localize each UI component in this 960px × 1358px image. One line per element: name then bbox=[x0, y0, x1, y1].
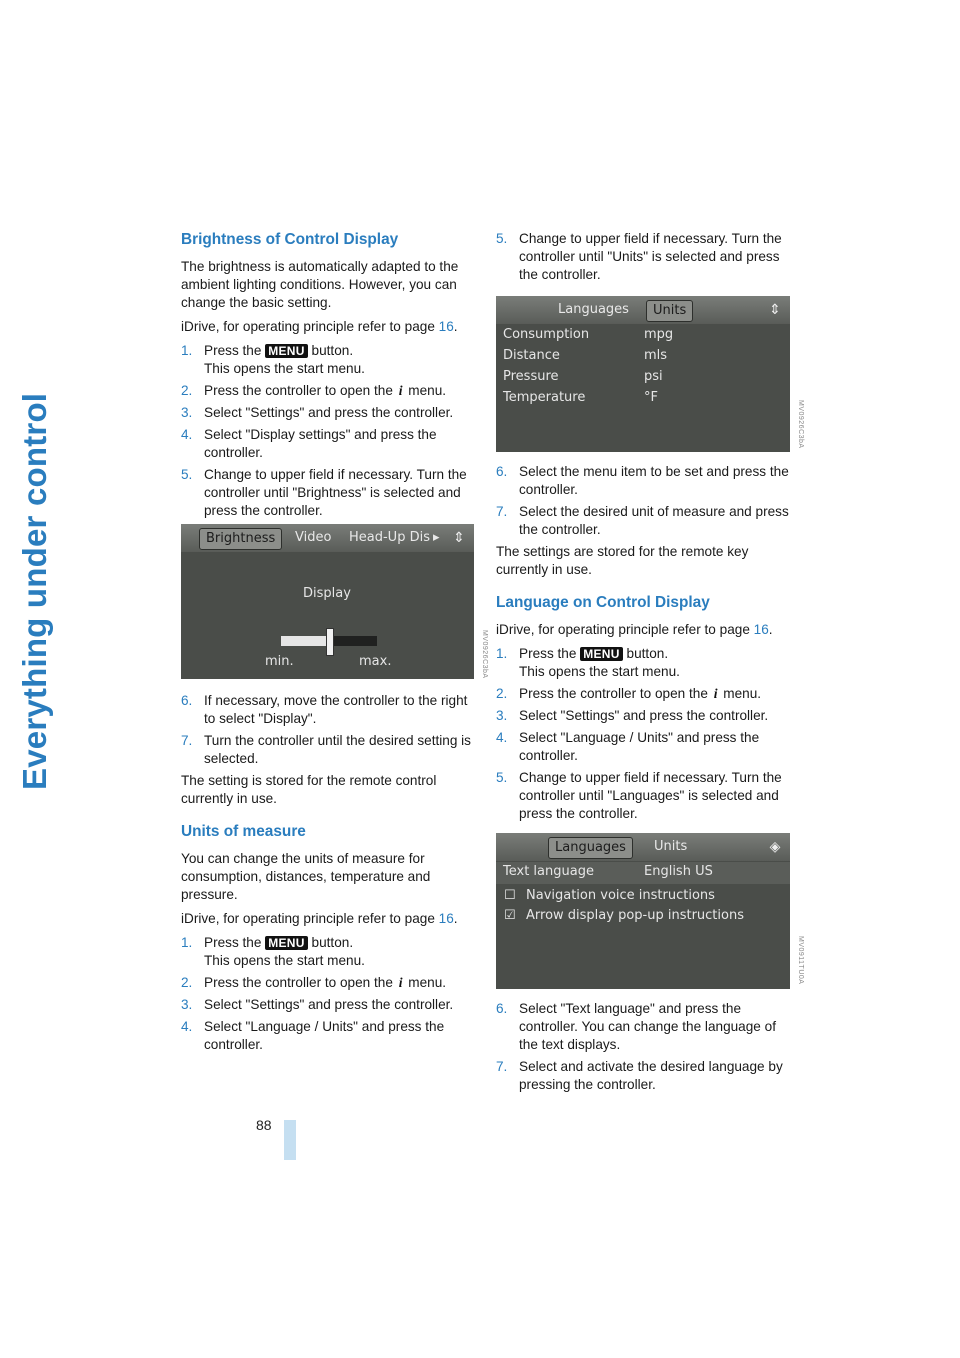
language-step-3: 3. Select "Settings" and press the controller. bbox=[496, 708, 769, 723]
units-outro: The settings are stored for the remote key currently in use. bbox=[496, 544, 749, 577]
text-language-label: Text language bbox=[503, 864, 594, 879]
menu-key-icon: MENU bbox=[265, 344, 308, 358]
units-idrive-ref: iDrive, for operating principle refer to page 16. bbox=[181, 911, 458, 926]
language-heading: Language on Control Display bbox=[496, 594, 710, 611]
language-step-2: 2. Press the controller to open the i menu. bbox=[496, 686, 762, 701]
tab-units[interactable]: Units bbox=[654, 839, 688, 854]
info-icon: i bbox=[398, 975, 403, 990]
tab-languages[interactable]: Languages bbox=[548, 837, 633, 859]
brightness-outro: The setting is stored for the remote control currently in use. bbox=[181, 773, 437, 806]
option-arrow-display[interactable]: Arrow display pop-up instructions bbox=[526, 908, 744, 923]
units-row-pressure-value: psi bbox=[644, 369, 663, 384]
units-row-temperature-value: °F bbox=[644, 390, 658, 405]
units-row-distance-value: mls bbox=[644, 348, 668, 363]
image-code: MV0926C3bA bbox=[797, 400, 804, 449]
display-label: Display bbox=[303, 586, 351, 601]
tab-brightness[interactable]: Brightness bbox=[199, 528, 282, 550]
slider-knob[interactable] bbox=[326, 628, 334, 656]
page-link[interactable]: 16 bbox=[438, 911, 454, 926]
brightness-step-5: 5. Change to upper field if necessary. Turn the controller until "Brightness" is selected and press the controller. bbox=[181, 467, 467, 518]
tab-units[interactable]: Units bbox=[646, 300, 693, 322]
info-icon: i bbox=[713, 686, 718, 701]
tab-head-up-display[interactable]: Head-Up Dis bbox=[349, 530, 430, 545]
option-checkbox-icon[interactable]: ☐ bbox=[504, 888, 516, 903]
units-screen bbox=[496, 296, 790, 452]
page-bar bbox=[284, 1120, 296, 1160]
tab-languages[interactable]: Languages bbox=[558, 302, 629, 317]
language-idrive-ref: iDrive, for operating principle refer to page 16. bbox=[496, 622, 773, 637]
menu-key-icon: MENU bbox=[265, 936, 308, 950]
language-step-4: 4. Select "Language / Units" and press the controller. bbox=[496, 730, 760, 763]
chapter-title-text: Everything under control bbox=[16, 392, 53, 790]
units-step-2: 2. Press the controller to open the i menu. bbox=[181, 975, 447, 990]
info-icon: i bbox=[398, 383, 403, 398]
brightness-step-3: 3. Select "Settings" and press the controller. bbox=[181, 405, 454, 420]
brightness-heading: Brightness of Control Display bbox=[181, 231, 399, 248]
brightness-intro: The brightness is automatically adapted to the ambient lighting conditions. However, you can change the basic setting. bbox=[181, 259, 459, 310]
brightness-screen bbox=[181, 524, 474, 679]
screen-tab-bar bbox=[496, 833, 790, 861]
brightness-step-1: 1. Press the MENU button. This opens the start menu. bbox=[181, 343, 365, 376]
units-step-1: 1. Press the MENU button. This opens the start menu. bbox=[181, 935, 365, 968]
min-label: min. bbox=[265, 654, 294, 669]
units-step-4: 4. Select "Language / Units" and press the controller. bbox=[181, 1019, 445, 1052]
page-link[interactable]: 16 bbox=[753, 622, 769, 637]
right-column-mid bbox=[496, 463, 791, 827]
units-row-distance-name[interactable]: Distance bbox=[503, 348, 560, 363]
units-intro: You can change the units of measure for consumption, distances, temperature and pressure. bbox=[181, 851, 431, 902]
controller-joystick-icon: ◈ bbox=[769, 839, 781, 855]
brightness-slider[interactable] bbox=[281, 634, 377, 648]
units-step-5: 5. Change to upper field if necessary. Turn the controller until "Units" is selected and press the controller. bbox=[496, 231, 782, 282]
units-step-6: 6. Select the menu item to be set and press the controller. bbox=[496, 464, 789, 497]
units-row-consumption-value: mpg bbox=[644, 327, 674, 342]
chapter-side-title bbox=[10, 230, 70, 790]
language-step-7: 7. Select and activate the desired language by pressing the controller. bbox=[496, 1059, 783, 1092]
left-column bbox=[181, 230, 471, 524]
menu-key-icon: MENU bbox=[580, 647, 623, 661]
image-code: MV0926C3bA bbox=[481, 630, 488, 679]
slider-fill bbox=[281, 636, 329, 646]
controller-arrows-icon: ⇕ bbox=[453, 530, 465, 546]
brightness-step-2: 2. Press the controller to open the i menu. bbox=[181, 383, 447, 398]
brightness-step-6: 6. If necessary, move the controller to the right to select "Display". bbox=[181, 693, 468, 726]
units-row-pressure-name[interactable]: Pressure bbox=[503, 369, 559, 384]
brightness-step-7: 7. Turn the controller until the desired setting is selected. bbox=[181, 733, 471, 766]
brightness-step-4: 4. Select "Display settings" and press the controller. bbox=[181, 427, 437, 460]
units-row-temperature-name[interactable]: Temperature bbox=[503, 390, 586, 405]
option-checked-icon[interactable]: ☑ bbox=[504, 908, 516, 923]
language-step-5: 5. Change to upper field if necessary. Turn the controller until "Languages" is selected and press the controller. bbox=[496, 770, 782, 821]
text-language-value: English US bbox=[644, 864, 713, 879]
more-arrow-icon: ▸ bbox=[433, 530, 440, 545]
page-number: 88 bbox=[256, 1117, 272, 1133]
right-column bbox=[496, 230, 791, 288]
left-column-lower bbox=[181, 692, 471, 1058]
image-code: MV0911TU0A bbox=[797, 936, 804, 985]
page-link[interactable]: 16 bbox=[438, 319, 454, 334]
units-row-consumption-name[interactable]: Consumption bbox=[503, 327, 590, 342]
language-screen bbox=[496, 833, 790, 989]
units-step-3: 3. Select "Settings" and press the controller. bbox=[181, 997, 454, 1012]
tab-video[interactable]: Video bbox=[295, 530, 332, 545]
units-heading: Units of measure bbox=[181, 823, 306, 840]
language-step-1: 1. Press the MENU button. This opens the start menu. bbox=[496, 646, 680, 679]
right-column-lower bbox=[496, 1000, 791, 1098]
language-step-6: 6. Select "Text language" and press the controller. You can change the language of the text displays. bbox=[496, 1001, 776, 1052]
brightness-idrive-ref: iDrive, for operating principle refer to page 16. bbox=[181, 319, 458, 334]
screen-tab-bar bbox=[496, 296, 790, 324]
max-label: max. bbox=[359, 654, 392, 669]
option-navigation-voice[interactable]: Navigation voice instructions bbox=[526, 888, 715, 903]
units-step-7: 7. Select the desired unit of measure and press the controller. bbox=[496, 504, 789, 537]
controller-arrows-icon: ⇕ bbox=[769, 302, 781, 318]
